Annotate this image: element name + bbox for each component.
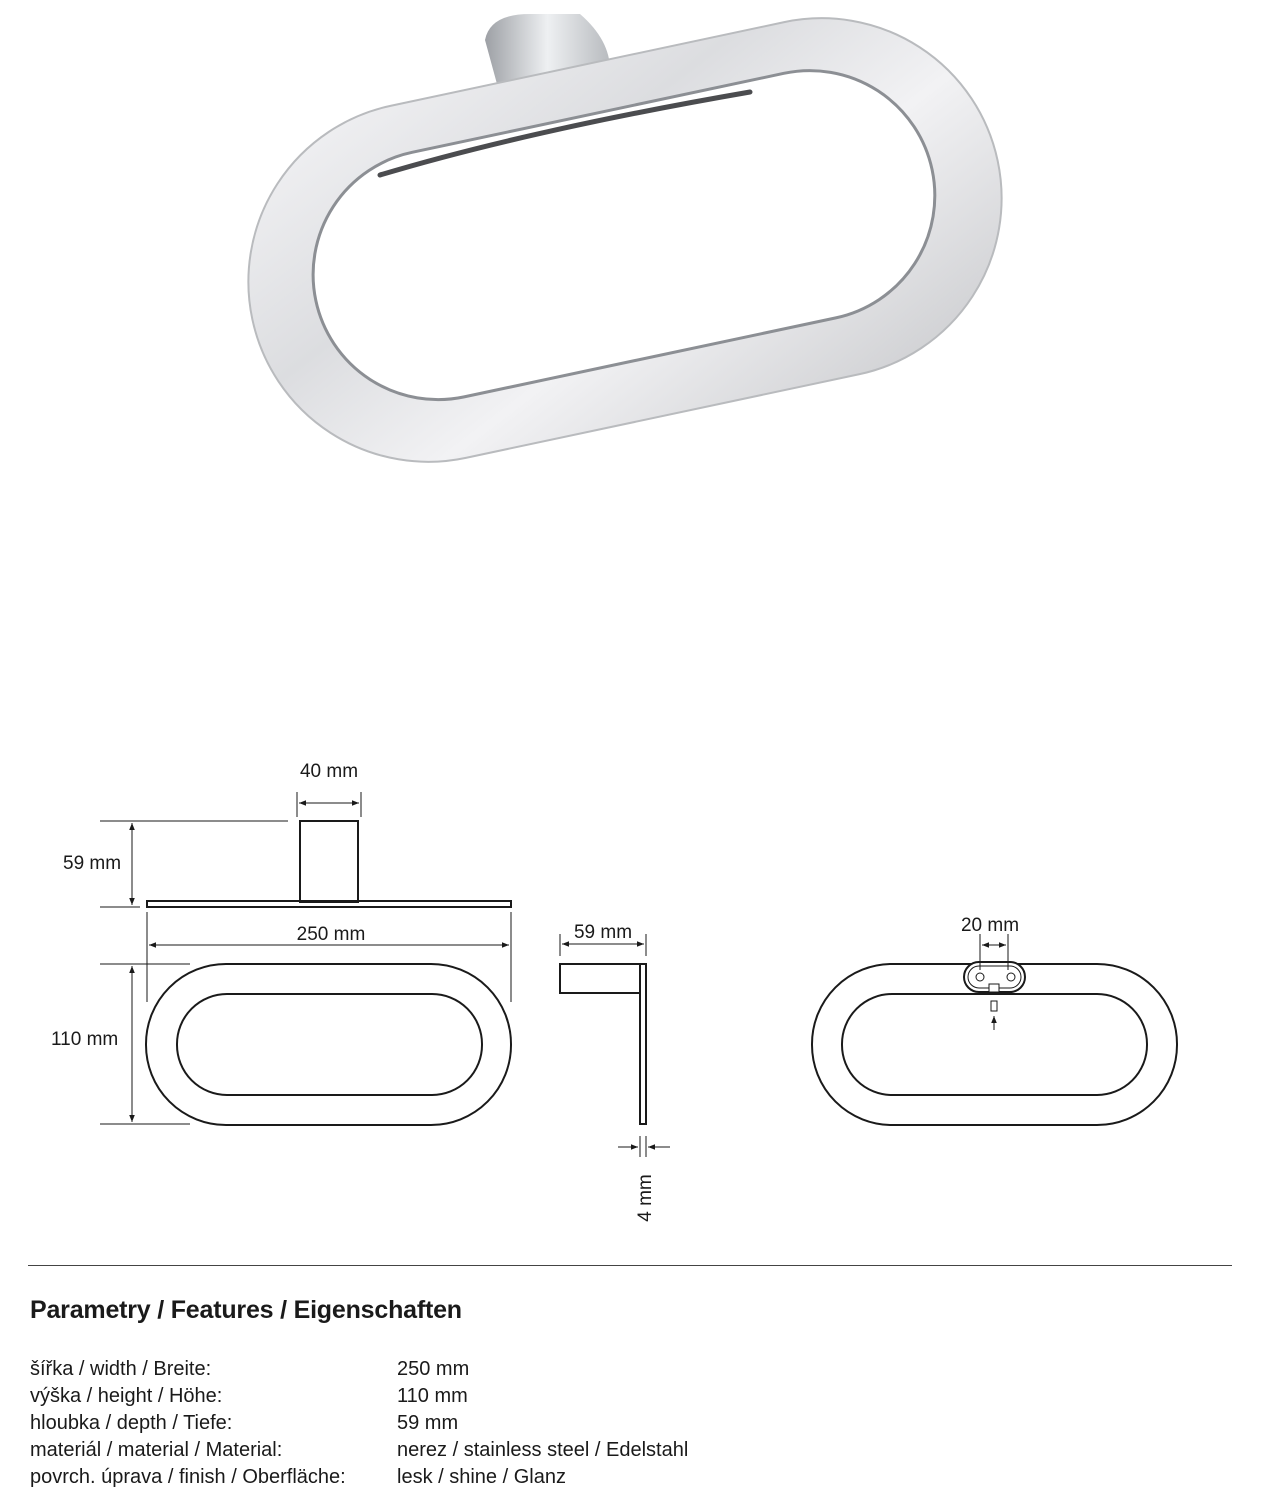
post-depth-label: 59 mm	[63, 853, 122, 874]
feature-label: materiál / material / Material:	[30, 1439, 283, 1461]
features-title: Parametry / Features / Eigenschaften	[30, 1296, 462, 1324]
ring-outer-outline	[146, 964, 511, 1125]
top-view	[100, 792, 511, 1002]
table-row	[30, 1356, 688, 1383]
features-table	[30, 1356, 688, 1491]
plate-outline	[147, 901, 511, 907]
side-post-outline	[560, 964, 640, 993]
side-view	[560, 934, 670, 1157]
product-photo	[230, 0, 1020, 480]
ring-inner-outline	[177, 994, 482, 1095]
feature-value: 110 mm	[397, 1385, 468, 1407]
section-divider	[28, 1265, 1232, 1266]
feature-label: výška / height / Höhe:	[30, 1385, 223, 1407]
mount-width-label: 20 mm	[960, 915, 1020, 936]
set-screw	[991, 1001, 997, 1011]
feature-label: hloubka / depth / Tiefe:	[30, 1412, 233, 1434]
feature-label: šířka / width / Breite:	[30, 1358, 212, 1380]
feature-value: 59 mm	[397, 1412, 459, 1434]
back-view	[812, 934, 1177, 1125]
feature-value: lesk / shine / Glanz	[397, 1466, 566, 1488]
side-depth-label: 59 mm	[573, 922, 633, 943]
width-label: 250 mm	[296, 924, 366, 945]
post-width-label: 40 mm	[299, 761, 359, 782]
post-outline	[300, 821, 358, 902]
feature-label: povrch. úprava / finish / Oberfläche:	[30, 1466, 346, 1488]
table-row	[30, 1464, 688, 1491]
table-row	[30, 1437, 688, 1464]
feature-value: nerez / stainless steel / Edelstahl	[397, 1439, 689, 1461]
height-label: 110 mm	[51, 1029, 119, 1050]
back-ring-inner-outline	[842, 994, 1147, 1095]
feature-value: 250 mm	[397, 1358, 470, 1380]
table-row	[30, 1383, 688, 1410]
front-view	[100, 964, 511, 1125]
thickness-label: 4 mm	[635, 1174, 656, 1222]
side-plate-outline	[640, 964, 646, 1124]
table-row	[30, 1410, 688, 1437]
chrome-ring	[230, 0, 1020, 480]
technical-drawing	[0, 740, 1262, 1240]
